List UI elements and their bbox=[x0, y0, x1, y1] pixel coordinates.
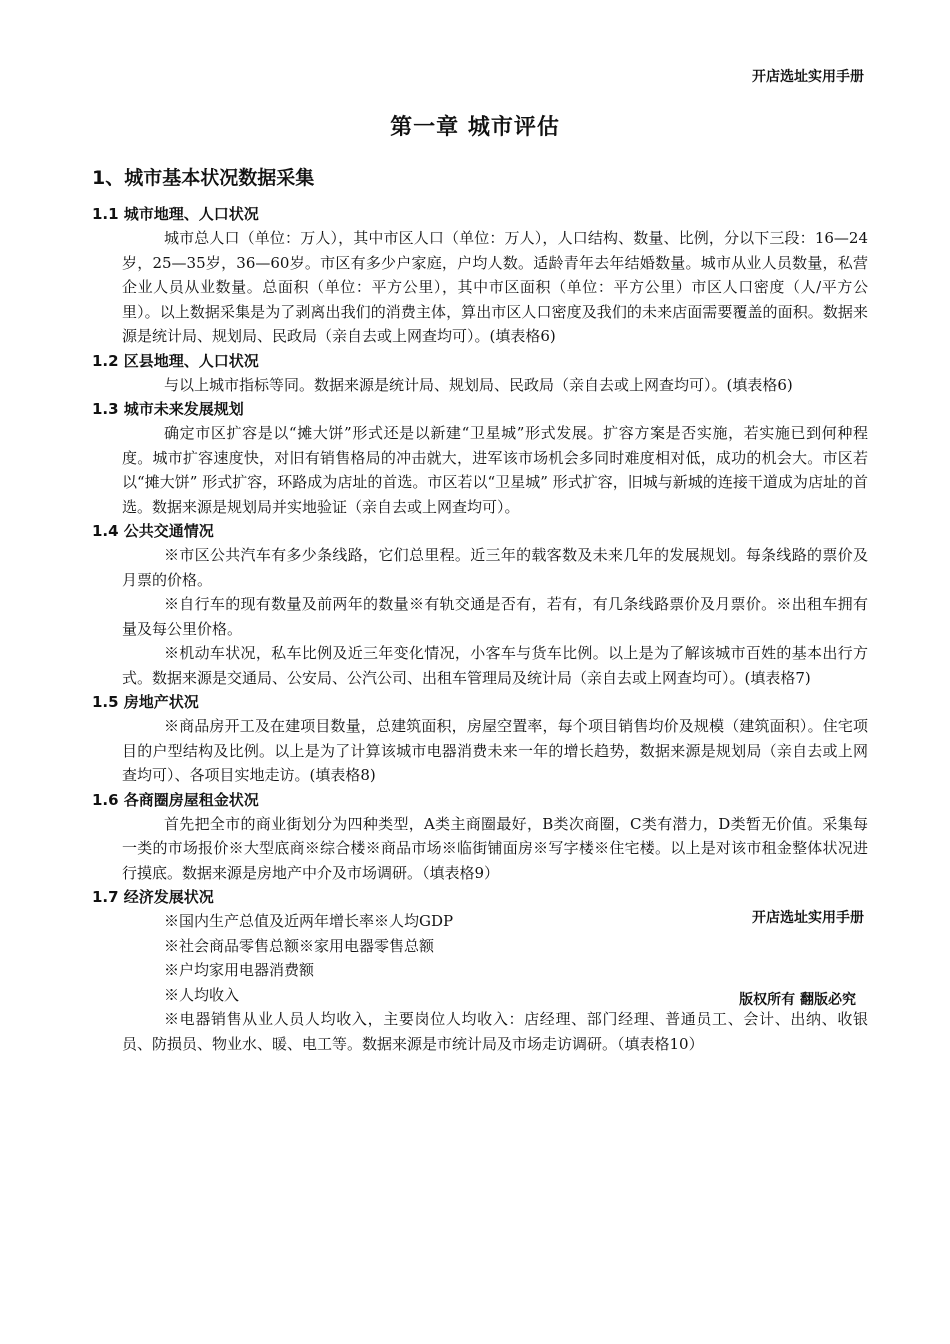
chapter-title: 第一章 城市评估 bbox=[390, 115, 560, 140]
paragraph: ※市区公共汽车有多少条线路，它们总里程。近三年的载客数及未来几年的发展规划。每条线路的票价及月票的价格。 bbox=[122, 546, 868, 589]
list-item: ※户均家用电器消费额 bbox=[164, 961, 315, 979]
overlay-header: 开店选址实用手册 bbox=[750, 907, 866, 927]
paragraph: ※商品房开工及在建项目数量，总建筑面积，房屋空置率，每个项目销售均价及规模（建筑面积）。住宅项目的户型结构及比例。以上是为了计算该城市电器消费未来一年的增长趋势，数据来源是规划局（亲自去或上网查均可）、各项目实地走访。(填表格8) bbox=[122, 717, 868, 784]
paragraph: 确定市区扩容是以“摊大饼”形式还是以新建“卫星城”形式发展。扩容方案是否实施，若实施已到何种程度。城市扩容速度快，对旧有销售格局的冲击就大，进军该市场机会多同时难度相对低，成功的机会大。市区若以“摊大饼” 形式扩容，环路成为店址的首选。市区若以“卫星城” 形式扩容，旧城与新城的连接干道成为店址的首选。数据来源是规划局并实地验证（亲自去或上网查均可）。 bbox=[122, 424, 868, 516]
paragraph: 城市总人口（单位：万人），其中市区人口（单位：万人），人口结构、数量、比例，分以下三段：16—24岁，25—35岁，36—60岁。市区有多少户家庭，户均人数。适龄青年去年结婚数量。城市从业人员数量，私营企业人员从业数量。总面积（单位：平方公里），其中市区面积（单位：平方公里）市区人口密度（人/平方公里）。以上数据采集是为了剥离出我们的消费主体，算出市区人口密度及我们的未来店面需要覆盖的面积。数据来源是统计局、规划局、民政局（亲自去或上网查均可）。(填表格6) bbox=[122, 229, 868, 345]
subsection-title: 1.7 经济发展状况 bbox=[92, 888, 214, 906]
subsection-title: 1.4 公共交通情况 bbox=[92, 522, 214, 540]
paragraph: 首先把全市的商业街划分为四种类型，A类主商圈最好，B类次商圈，C类有潜力，D类暂无价值。采集每一类的市场报价※大型底商※综合楼※商品市场※临街铺面房※写字楼※住宅楼。以上是对该市租金整体状况进行摸底。数据来源是房地产中介及市场调研。（填表格9） bbox=[122, 814, 868, 882]
subsection-title: 1.3 城市未来发展规划 bbox=[92, 400, 244, 418]
subsection-title: 1.5 房地产状况 bbox=[92, 693, 199, 711]
section-title: 1、城市基本状况数据采集 bbox=[92, 167, 315, 189]
list-item: ※国内生产总值及近两年增长率※人均GDP bbox=[164, 912, 454, 930]
paragraph: ※自行车的现有数量及前两年的数量※有轨交通是否有，若有，有几条线路票价及月票价。※出租车拥有量及每公里价格。 bbox=[122, 595, 868, 638]
page-header: 开店选址实用手册 bbox=[752, 69, 864, 85]
subsection-title: 1.1 城市地理、人口状况 bbox=[92, 205, 259, 223]
paragraph: ※机动车状况，私车比例及近三年变化情况，小客车与货车比例。以上是为了解该城市百姓的基本出行方式。数据来源是交通局、公安局、公汽公司、出租车管理局及统计局（亲自去或上网查均可）。(填表格7) bbox=[122, 644, 868, 687]
subsection-title: 1.6 各商圈房屋租金状况 bbox=[92, 790, 259, 809]
paragraph: ※电器销售从业人员人均收入，主要岗位人均收入：店经理、部门经理、普通员工、会计、出纳、收银员、防损员、物业水、暖、电工等。数据来源是市统计局及市场走访调研。（填表格10） bbox=[122, 1010, 868, 1053]
list-item: ※人均收入 bbox=[164, 985, 240, 1004]
list-item: ※社会商品零售总额※家用电器零售总额 bbox=[164, 936, 435, 955]
subsection-title: 1.2 区县地理、人口状况 bbox=[92, 351, 259, 370]
copyright-notice: 版权所有 翻版必究 bbox=[737, 989, 858, 1009]
paragraph: 与以上城市指标等同。数据来源是统计局、规划局、民政局（亲自去或上网查均可）。(填表格6) bbox=[164, 375, 793, 394]
